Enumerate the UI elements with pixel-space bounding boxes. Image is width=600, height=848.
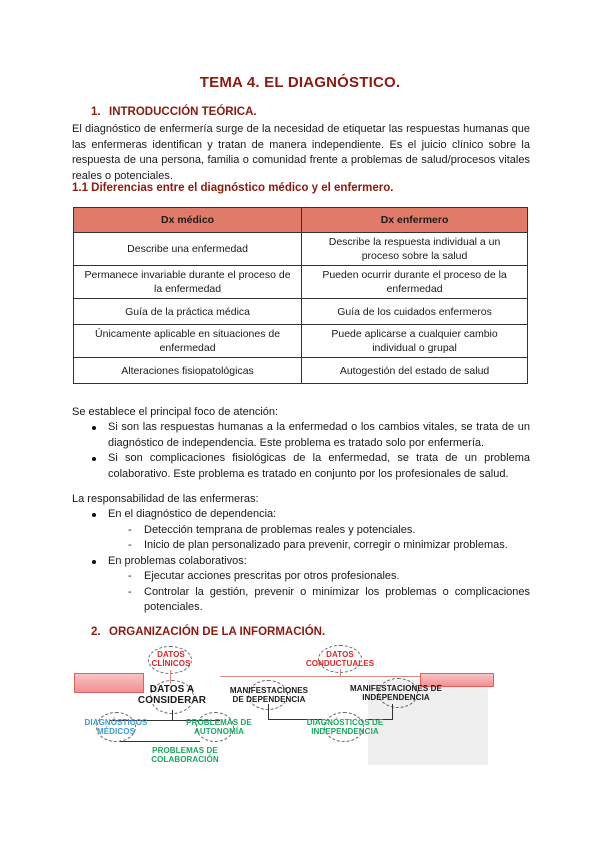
page-title: TEMA 4. EL DIAGNÓSTICO. <box>199 74 401 91</box>
list-item: En problemas colaborativos: <box>72 554 530 570</box>
list-item: Si son las respuestas humanas a la enfermedad o los cambios vitales, se trata de un diagnóstico de independencia. Este problema es tratado solo por enfermería. <box>72 420 530 451</box>
connector <box>172 710 173 720</box>
table-cell: Describe una enfermedad <box>74 233 302 266</box>
node-datos-a-considerar: DATOS A CONSIDERAR <box>137 684 207 706</box>
connector <box>268 704 269 719</box>
responsibility-intro: La responsabilidad de las enfermeras: <box>72 493 259 505</box>
organization-diagram <box>80 640 520 765</box>
connector <box>340 669 341 676</box>
node-diagnosticos-independencia: DIAGNÓSTICOS DE INDEPENDENCIA <box>306 718 384 736</box>
table-cell: Describe la respuesta individual a un proceso sobre la salud <box>302 233 528 266</box>
focus-list <box>72 420 530 482</box>
node-manifestaciones-dependencia: MANIFESTACIONES DE DEPENDENCIA <box>229 686 309 704</box>
table-row <box>74 233 528 266</box>
focus-intro: Se establece el principal foco de atención: <box>72 406 279 418</box>
table-cell: Permanece invariable durante el proceso de la enfermedad <box>74 266 302 299</box>
responsibility-list <box>72 507 530 616</box>
connector <box>392 704 393 719</box>
sub-list-item: - Ejecutar acciones prescritas por otros profesionales. <box>72 569 530 585</box>
table-cell: Puede aplicarse a cualquier cambio individual o grupal <box>302 325 528 358</box>
table-header-cell: Dx médico <box>74 208 302 233</box>
sub-list-item: - Detección temprana de problemas reales y potenciales. <box>72 523 530 539</box>
section-number: 2. <box>91 626 101 638</box>
table-cell: Alteraciones fisiopatológicas <box>74 358 302 384</box>
node-datos-clinicos: DATOS CLÍNICOS <box>151 650 191 668</box>
table-cell: Guía de los cuidados enfermeros <box>302 299 528 325</box>
table-header-cell: Dx enfermero <box>302 208 528 233</box>
table-row <box>74 358 528 384</box>
table-cell: Guía de la práctica médica <box>74 299 302 325</box>
intro-paragraph: El diagnóstico de enfermería surge de la necesidad de etiquetar las respuestas humanas que las enfermeras identifican y tratan de manera independiente. Es el juicio clínico sobre la respuesta de una persona, familia o comunidad frente a problemas de salud/procesos vitales reales o potenciales. <box>72 123 530 182</box>
table-cell: Pueden ocurrir durante el proceso de la enfermedad <box>302 266 528 299</box>
table-row <box>74 299 528 325</box>
section-title: INTRODUCCIÓN TEÓRICA. <box>109 106 257 118</box>
table-cell: Únicamente aplicable en situaciones de enfermedad <box>74 325 302 358</box>
section-1-heading <box>91 106 257 118</box>
node-manifestaciones-independencia: MANIFESTACIONES DE INDEPENDENCIA <box>350 684 442 702</box>
comparison-table <box>73 207 528 384</box>
section-title: ORGANIZACIÓN DE LA INFORMACIÓN. <box>109 626 326 638</box>
node-problemas-autonomia: PROBLEMAS DE AUTONOMÍA <box>186 718 252 736</box>
section-2-heading <box>91 626 325 638</box>
node-diagnosticos-medicos: DIAGNÓSTICOS MÉDICOS <box>84 718 148 736</box>
table-row <box>74 325 528 358</box>
node-problemas-colaboracion: PROBLEMAS DE COLABORACIÓN <box>151 746 219 764</box>
table-cell: Autogestión del estado de salud <box>302 358 528 384</box>
list-item: Si son complicaciones fisiológicas de la enfermedad, se trata de un problema colaborativo. Este problema es tratado en conjunto por los profesionales de salud. <box>72 451 530 482</box>
table-header-row <box>74 208 528 233</box>
subsection-heading: 1.1 Diferencias entre el diagnóstico médico y el enfermero. <box>72 182 394 194</box>
table-row <box>74 266 528 299</box>
node-datos-conductuales: DATOS CONDUCTUALES <box>305 650 375 668</box>
connector <box>120 741 200 742</box>
list-item: En el diagnóstico de dependencia: <box>72 507 530 523</box>
sub-list-item: - Controlar la gestión, prevenir o minimizar los problemas o complicaciones potenciales. <box>72 585 530 616</box>
section-number: 1. <box>91 106 101 118</box>
sub-list-item: - Inicio de plan personalizado para prevenir, corregir o minimizar problemas. <box>72 538 530 554</box>
